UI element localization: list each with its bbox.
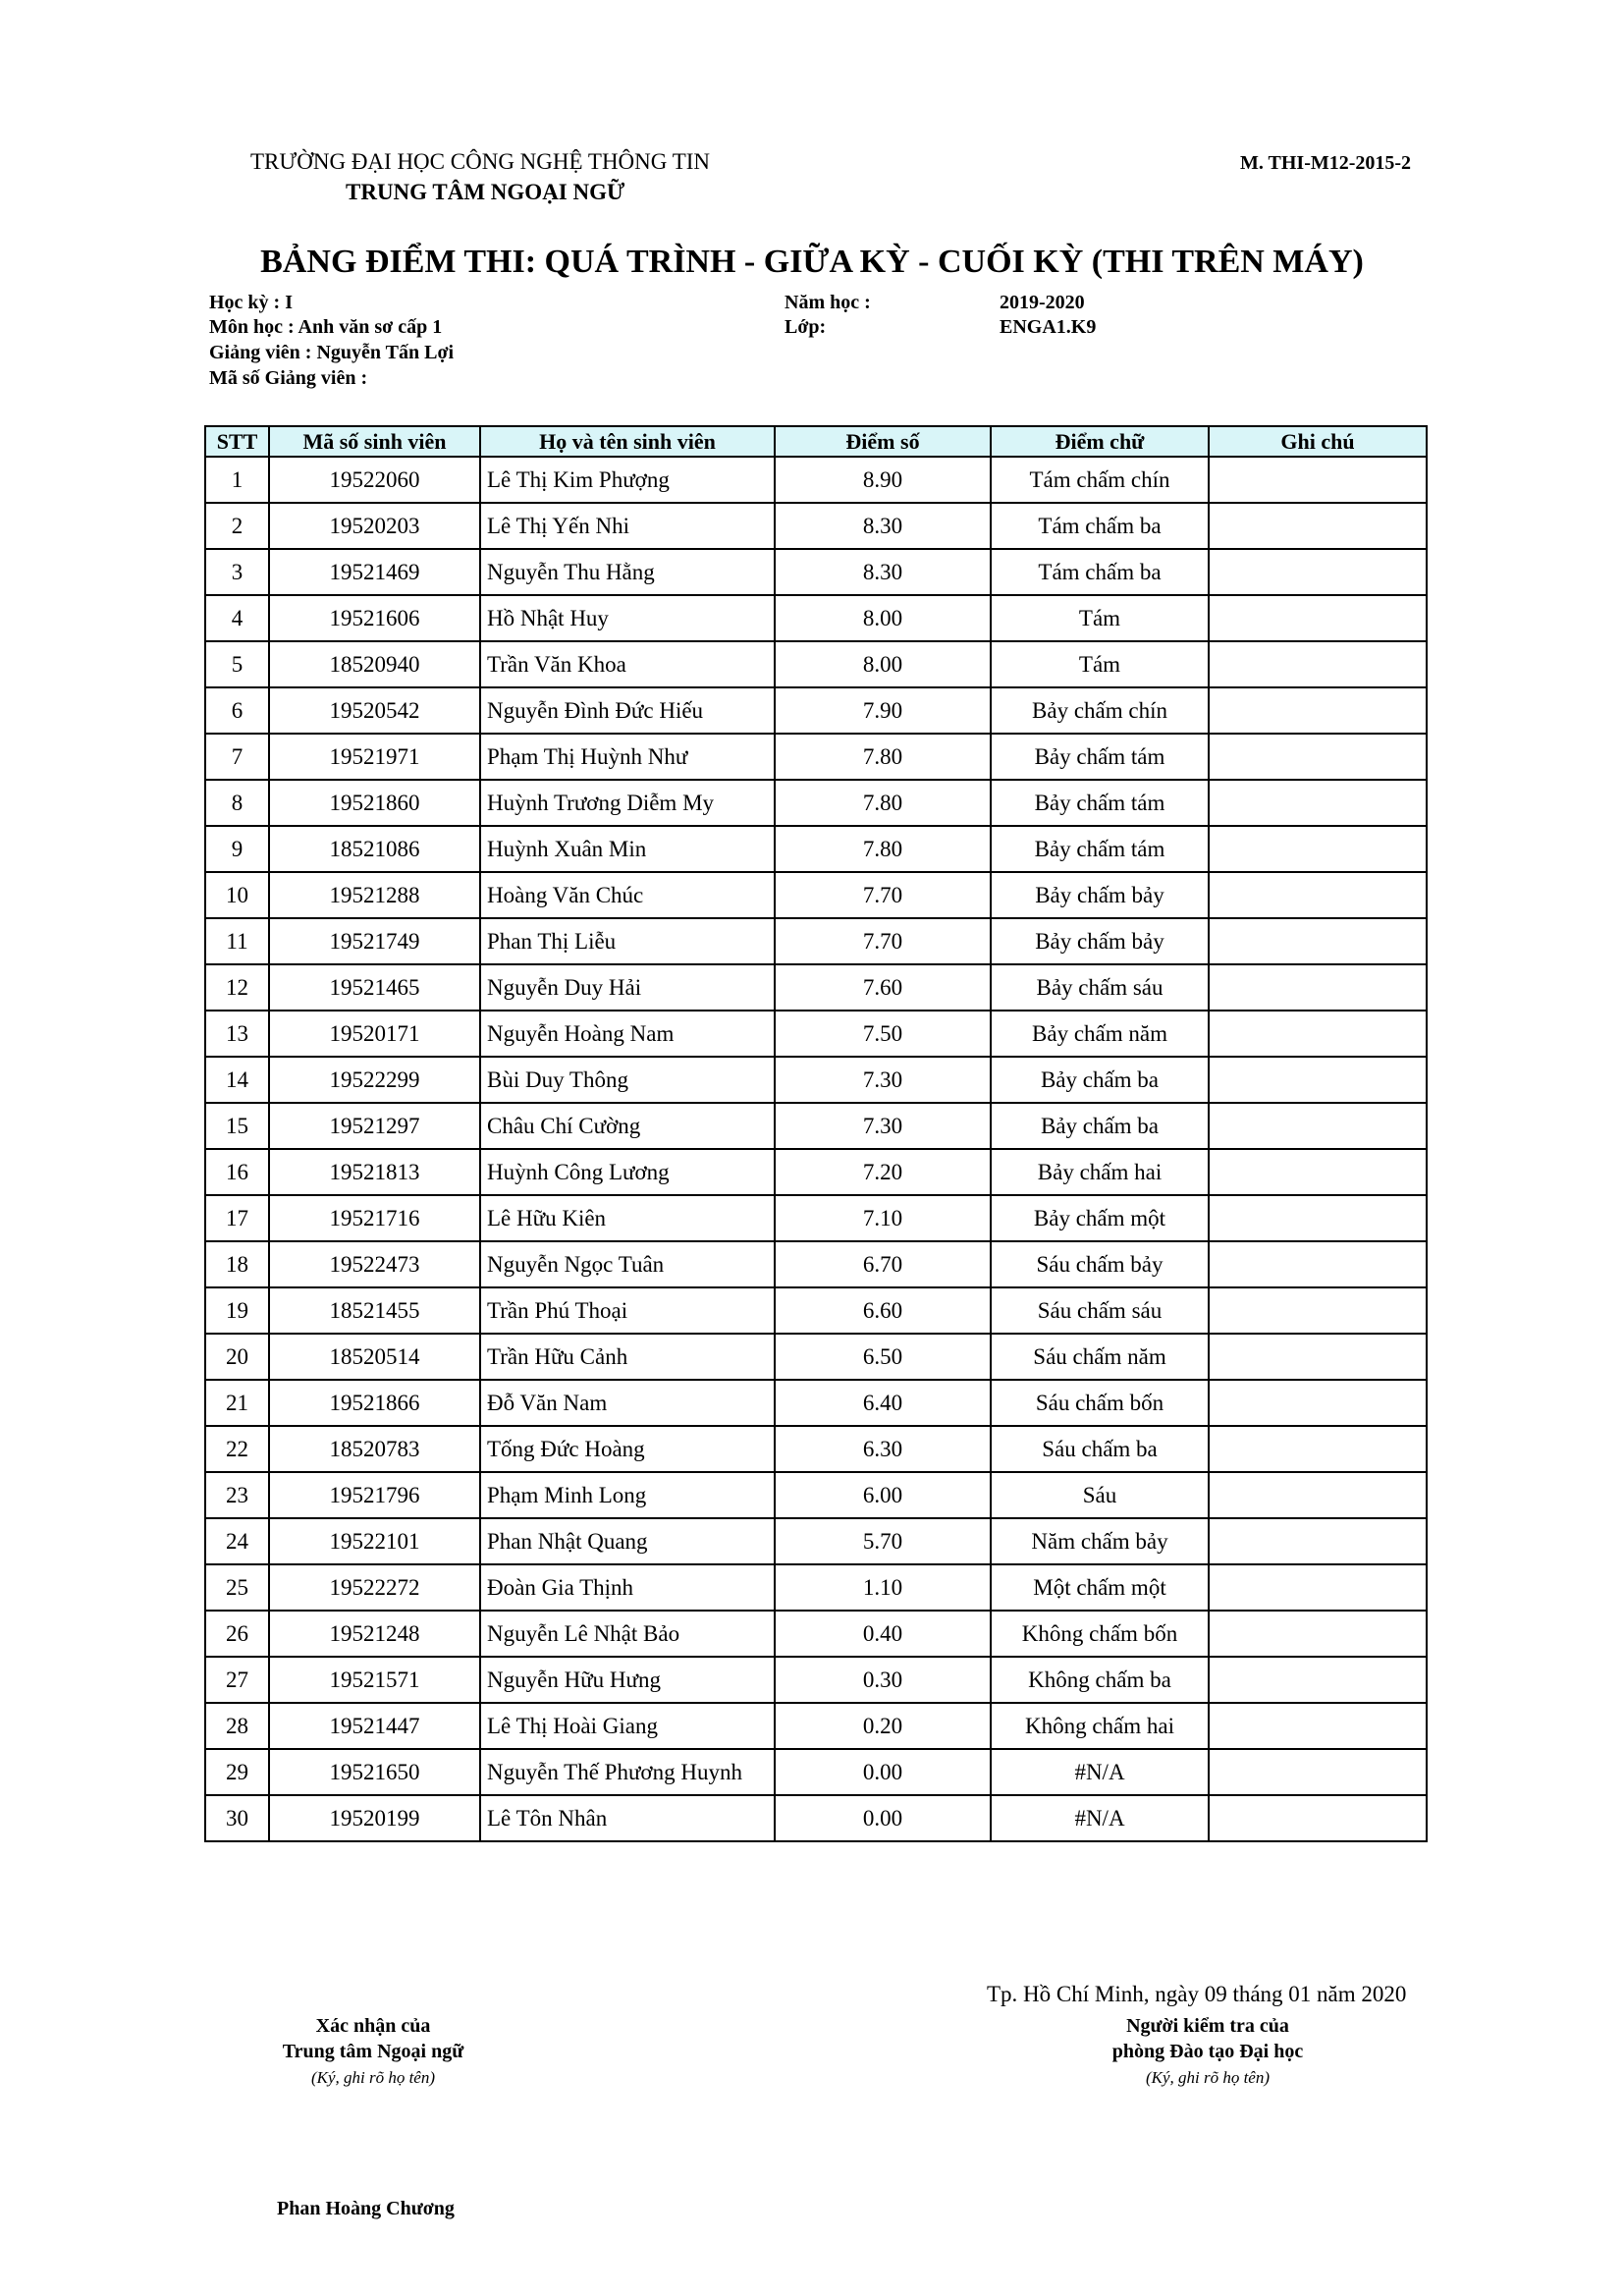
cell-score-words: Bảy chấm ba bbox=[991, 1103, 1209, 1149]
cell-score-words: Tám chấm ba bbox=[991, 549, 1209, 595]
cell-student-name: Huỳnh Công Lương bbox=[480, 1149, 775, 1195]
right-signature-note: (Ký, ghi rõ họ tên) bbox=[1145, 2068, 1271, 2087]
cell-score-words: Sáu bbox=[991, 1472, 1209, 1518]
cell-student-id: 19521297 bbox=[269, 1103, 480, 1149]
cell-score-words: Sáu chấm ba bbox=[991, 1426, 1209, 1472]
cell-student-id: 18520783 bbox=[269, 1426, 480, 1472]
cell-note bbox=[1209, 1611, 1427, 1657]
left-signature-note: (Ký, ghi rõ họ tên) bbox=[310, 2068, 436, 2087]
cell-student-name: Châu Chí Cường bbox=[480, 1103, 775, 1149]
cell-score: 7.50 bbox=[775, 1011, 991, 1057]
cell-stt: 17 bbox=[205, 1195, 269, 1241]
document-title: BẢNG ĐIỂM THI: QUÁ TRÌNH - GIỮA KỲ - CUỐI KỲ (THI TRÊN MÁY) bbox=[260, 244, 1364, 280]
class-label: Lớp: bbox=[785, 316, 827, 338]
table-row bbox=[205, 595, 1427, 641]
cell-note bbox=[1209, 1380, 1427, 1426]
table-row bbox=[205, 1149, 1427, 1195]
cell-stt: 2 bbox=[205, 503, 269, 549]
cell-score-words: Sáu chấm bảy bbox=[991, 1241, 1209, 1287]
cell-student-name: Lê Thị Yến Nhi bbox=[480, 503, 775, 549]
cell-student-name: Nguyễn Đình Đức Hiếu bbox=[480, 687, 775, 734]
cell-student-name: Nguyễn Hữu Hưng bbox=[480, 1657, 775, 1703]
cell-score-words: Bảy chấm bảy bbox=[991, 872, 1209, 918]
cell-score-words: Sáu chấm bốn bbox=[991, 1380, 1209, 1426]
col-header-student-name: Họ và tên sinh viên bbox=[480, 426, 775, 457]
cell-student-id: 19521447 bbox=[269, 1703, 480, 1749]
cell-note bbox=[1209, 1472, 1427, 1518]
cell-student-id: 19521716 bbox=[269, 1195, 480, 1241]
cell-stt: 9 bbox=[205, 826, 269, 872]
cell-note bbox=[1209, 1749, 1427, 1795]
cell-score: 5.70 bbox=[775, 1518, 991, 1564]
cell-score: 0.00 bbox=[775, 1795, 991, 1841]
cell-student-name: Lê Thị Kim Phượng bbox=[480, 457, 775, 503]
table-row bbox=[205, 1287, 1427, 1334]
form-code: M. THI-M12-2015-2 bbox=[1240, 152, 1412, 174]
cell-score-words: Bảy chấm hai bbox=[991, 1149, 1209, 1195]
cell-score: 0.20 bbox=[775, 1703, 991, 1749]
table-row bbox=[205, 964, 1427, 1011]
cell-note bbox=[1209, 918, 1427, 964]
cell-student-name: Tống Đức Hoàng bbox=[480, 1426, 775, 1472]
cell-score-words: Một chấm một bbox=[991, 1564, 1209, 1611]
cell-score-words: Sáu chấm năm bbox=[991, 1334, 1209, 1380]
cell-student-id: 18520514 bbox=[269, 1334, 480, 1380]
cell-score: 7.80 bbox=[775, 734, 991, 780]
cell-stt: 26 bbox=[205, 1611, 269, 1657]
cell-note bbox=[1209, 1195, 1427, 1241]
cell-score-words: #N/A bbox=[991, 1749, 1209, 1795]
cell-score: 7.70 bbox=[775, 918, 991, 964]
cell-student-id: 19521469 bbox=[269, 549, 480, 595]
cell-score-words: Sáu chấm sáu bbox=[991, 1287, 1209, 1334]
cell-note bbox=[1209, 457, 1427, 503]
col-header-stt: STT bbox=[205, 426, 269, 457]
school-name: TRƯỜNG ĐẠI HỌC CÔNG NGHỆ THÔNG TIN bbox=[250, 149, 711, 174]
cell-student-id: 19521860 bbox=[269, 780, 480, 826]
table-row bbox=[205, 1195, 1427, 1241]
cell-note bbox=[1209, 1241, 1427, 1287]
cell-score-words: Bảy chấm một bbox=[991, 1195, 1209, 1241]
cell-note bbox=[1209, 503, 1427, 549]
cell-stt: 24 bbox=[205, 1518, 269, 1564]
cell-student-id: 19521606 bbox=[269, 595, 480, 641]
table-row bbox=[205, 1472, 1427, 1518]
cell-note bbox=[1209, 1103, 1427, 1149]
cell-stt: 12 bbox=[205, 964, 269, 1011]
cell-stt: 27 bbox=[205, 1657, 269, 1703]
cell-note bbox=[1209, 1011, 1427, 1057]
cell-student-id: 19522060 bbox=[269, 457, 480, 503]
cell-score: 7.30 bbox=[775, 1103, 991, 1149]
cell-score-words: Bảy chấm tám bbox=[991, 734, 1209, 780]
table-row bbox=[205, 503, 1427, 549]
cell-student-id: 19521288 bbox=[269, 872, 480, 918]
cell-score-words: Bảy chấm ba bbox=[991, 1057, 1209, 1103]
cell-score-words: Bảy chấm năm bbox=[991, 1011, 1209, 1057]
cell-score: 7.10 bbox=[775, 1195, 991, 1241]
cell-student-id: 18520940 bbox=[269, 641, 480, 687]
cell-student-id: 19521813 bbox=[269, 1149, 480, 1195]
cell-stt: 14 bbox=[205, 1057, 269, 1103]
cell-student-id: 19522473 bbox=[269, 1241, 480, 1287]
cell-student-id: 19522272 bbox=[269, 1564, 480, 1611]
cell-student-name: Lê Thị Hoài Giang bbox=[480, 1703, 775, 1749]
cell-student-name: Nguyễn Hoàng Nam bbox=[480, 1011, 775, 1057]
cell-stt: 28 bbox=[205, 1703, 269, 1749]
cell-score: 0.30 bbox=[775, 1657, 991, 1703]
cell-score-words: Tám bbox=[991, 641, 1209, 687]
cell-score: 6.60 bbox=[775, 1287, 991, 1334]
cell-score-words: Bảy chấm tám bbox=[991, 780, 1209, 826]
cell-score: 6.30 bbox=[775, 1426, 991, 1472]
table-row bbox=[205, 1334, 1427, 1380]
col-header-note: Ghi chú bbox=[1209, 426, 1427, 457]
cell-stt: 10 bbox=[205, 872, 269, 918]
cell-student-name: Đỗ Văn Nam bbox=[480, 1380, 775, 1426]
table-row bbox=[205, 1749, 1427, 1795]
cell-note bbox=[1209, 964, 1427, 1011]
cell-note bbox=[1209, 734, 1427, 780]
table-row bbox=[205, 457, 1427, 503]
cell-stt: 20 bbox=[205, 1334, 269, 1380]
cell-stt: 25 bbox=[205, 1564, 269, 1611]
cell-student-id: 19521465 bbox=[269, 964, 480, 1011]
cell-note bbox=[1209, 1703, 1427, 1749]
table-row bbox=[205, 1564, 1427, 1611]
cell-score: 8.30 bbox=[775, 503, 991, 549]
cell-student-name: Nguyễn Thu Hằng bbox=[480, 549, 775, 595]
cell-stt: 29 bbox=[205, 1749, 269, 1795]
cell-student-name: Nguyễn Lê Nhật Bảo bbox=[480, 1611, 775, 1657]
cell-score: 6.00 bbox=[775, 1472, 991, 1518]
right-signature-title-2: phòng Đào tạo Đại học bbox=[1111, 2041, 1304, 2062]
left-signature-title-1: Xác nhận của bbox=[315, 2015, 431, 2037]
cell-score: 7.90 bbox=[775, 687, 991, 734]
cell-student-name: Trần Phú Thoại bbox=[480, 1287, 775, 1334]
cell-stt: 18 bbox=[205, 1241, 269, 1287]
left-signer-name: Phan Hoàng Chương bbox=[277, 2198, 455, 2219]
cell-student-name: Nguyễn Duy Hải bbox=[480, 964, 775, 1011]
cell-student-name: Lê Tôn Nhân bbox=[480, 1795, 775, 1841]
cell-score: 6.50 bbox=[775, 1334, 991, 1380]
lecturer-label: Giảng viên : Nguyễn Tấn Lợi bbox=[209, 342, 455, 363]
table-row bbox=[205, 549, 1427, 595]
col-header-score-words: Điểm chữ bbox=[991, 426, 1209, 457]
table-row bbox=[205, 1795, 1427, 1841]
cell-score-words: Năm chấm bảy bbox=[991, 1518, 1209, 1564]
cell-note bbox=[1209, 1334, 1427, 1380]
semester-label: Học kỳ : I bbox=[209, 292, 293, 313]
cell-score: 0.40 bbox=[775, 1611, 991, 1657]
cell-stt: 1 bbox=[205, 457, 269, 503]
cell-stt: 5 bbox=[205, 641, 269, 687]
table-row bbox=[205, 734, 1427, 780]
cell-stt: 21 bbox=[205, 1380, 269, 1426]
cell-score: 7.60 bbox=[775, 964, 991, 1011]
cell-stt: 8 bbox=[205, 780, 269, 826]
table-header-row bbox=[205, 426, 1427, 457]
cell-score-words: Bảy chấm bảy bbox=[991, 918, 1209, 964]
year-label: Năm học : bbox=[785, 292, 871, 313]
cell-student-name: Nguyễn Ngọc Tuân bbox=[480, 1241, 775, 1287]
cell-note bbox=[1209, 595, 1427, 641]
table-row bbox=[205, 1103, 1427, 1149]
grades-table bbox=[204, 425, 1428, 1842]
cell-student-name: Hoàng Văn Chúc bbox=[480, 872, 775, 918]
cell-stt: 11 bbox=[205, 918, 269, 964]
cell-score-words: Tám bbox=[991, 595, 1209, 641]
cell-student-id: 19522101 bbox=[269, 1518, 480, 1564]
cell-note bbox=[1209, 687, 1427, 734]
date-line: Tp. Hồ Chí Minh, ngày 09 tháng 01 năm 2020 bbox=[987, 1982, 1407, 2006]
cell-student-id: 19521749 bbox=[269, 918, 480, 964]
cell-score-words: Bảy chấm tám bbox=[991, 826, 1209, 872]
cell-score: 7.70 bbox=[775, 872, 991, 918]
cell-student-name: Bùi Duy Thông bbox=[480, 1057, 775, 1103]
cell-stt: 4 bbox=[205, 595, 269, 641]
cell-stt: 15 bbox=[205, 1103, 269, 1149]
cell-student-id: 19521866 bbox=[269, 1380, 480, 1426]
cell-score: 8.90 bbox=[775, 457, 991, 503]
cell-student-id: 18521455 bbox=[269, 1287, 480, 1334]
cell-note bbox=[1209, 641, 1427, 687]
cell-student-name: Phạm Thị Huỳnh Như bbox=[480, 734, 775, 780]
cell-student-name: Nguyễn Thế Phương Huynh bbox=[480, 1749, 775, 1795]
cell-score: 8.30 bbox=[775, 549, 991, 595]
cell-score-words: Không chấm ba bbox=[991, 1657, 1209, 1703]
cell-score-words: Bảy chấm sáu bbox=[991, 964, 1209, 1011]
cell-stt: 16 bbox=[205, 1149, 269, 1195]
cell-student-id: 19520171 bbox=[269, 1011, 480, 1057]
cell-note bbox=[1209, 826, 1427, 872]
cell-note bbox=[1209, 1518, 1427, 1564]
cell-stt: 23 bbox=[205, 1472, 269, 1518]
subject-label: Môn học : Anh văn sơ cấp 1 bbox=[209, 316, 443, 338]
cell-stt: 22 bbox=[205, 1426, 269, 1472]
cell-student-id: 19522299 bbox=[269, 1057, 480, 1103]
cell-score-words: Bảy chấm chín bbox=[991, 687, 1209, 734]
table-row bbox=[205, 1518, 1427, 1564]
cell-student-id: 19521971 bbox=[269, 734, 480, 780]
table-row bbox=[205, 1057, 1427, 1103]
cell-score: 8.00 bbox=[775, 641, 991, 687]
cell-score-words: Không chấm hai bbox=[991, 1703, 1209, 1749]
cell-note bbox=[1209, 1795, 1427, 1841]
cell-score: 6.40 bbox=[775, 1380, 991, 1426]
cell-score: 6.70 bbox=[775, 1241, 991, 1287]
cell-note bbox=[1209, 1057, 1427, 1103]
cell-student-name: Phan Nhật Quang bbox=[480, 1518, 775, 1564]
cell-student-id: 19520542 bbox=[269, 687, 480, 734]
cell-stt: 13 bbox=[205, 1011, 269, 1057]
grades-body bbox=[205, 457, 1427, 1841]
cell-note bbox=[1209, 1149, 1427, 1195]
cell-student-name: Trần Hữu Cảnh bbox=[480, 1334, 775, 1380]
cell-stt: 19 bbox=[205, 1287, 269, 1334]
cell-score-words: Tám chấm ba bbox=[991, 503, 1209, 549]
table-row bbox=[205, 687, 1427, 734]
cell-note bbox=[1209, 780, 1427, 826]
cell-stt: 3 bbox=[205, 549, 269, 595]
table-row bbox=[205, 1657, 1427, 1703]
cell-score: 7.80 bbox=[775, 780, 991, 826]
cell-score: 8.00 bbox=[775, 595, 991, 641]
cell-stt: 30 bbox=[205, 1795, 269, 1841]
cell-student-name: Trần Văn Khoa bbox=[480, 641, 775, 687]
cell-student-name: Huỳnh Trương Diễm My bbox=[480, 780, 775, 826]
table-row bbox=[205, 1611, 1427, 1657]
cell-student-name: Hồ Nhật Huy bbox=[480, 595, 775, 641]
cell-student-name: Lê Hữu Kiên bbox=[480, 1195, 775, 1241]
cell-score-words: Không chấm bốn bbox=[991, 1611, 1209, 1657]
cell-student-id: 19521571 bbox=[269, 1657, 480, 1703]
cell-student-id: 19520203 bbox=[269, 503, 480, 549]
cell-score: 7.20 bbox=[775, 1149, 991, 1195]
table-row bbox=[205, 780, 1427, 826]
cell-score-words: #N/A bbox=[991, 1795, 1209, 1841]
cell-score-words: Tám chấm chín bbox=[991, 457, 1209, 503]
cell-stt: 6 bbox=[205, 687, 269, 734]
class-value: ENGA1.K9 bbox=[1000, 316, 1097, 338]
table-row bbox=[205, 1426, 1427, 1472]
cell-student-id: 18521086 bbox=[269, 826, 480, 872]
col-header-student-id: Mã số sinh viên bbox=[269, 426, 480, 457]
year-value: 2019-2020 bbox=[1000, 292, 1085, 313]
cell-score: 0.00 bbox=[775, 1749, 991, 1795]
cell-student-name: Phan Thị Liễu bbox=[480, 918, 775, 964]
table-row bbox=[205, 826, 1427, 872]
cell-score: 1.10 bbox=[775, 1564, 991, 1611]
table-row bbox=[205, 1380, 1427, 1426]
cell-stt: 7 bbox=[205, 734, 269, 780]
cell-student-id: 19520199 bbox=[269, 1795, 480, 1841]
cell-student-name: Phạm Minh Long bbox=[480, 1472, 775, 1518]
table-row bbox=[205, 872, 1427, 918]
cell-note bbox=[1209, 1426, 1427, 1472]
cell-score: 7.30 bbox=[775, 1057, 991, 1103]
cell-note bbox=[1209, 1564, 1427, 1611]
cell-student-id: 19521650 bbox=[269, 1749, 480, 1795]
left-signature-title-2: Trung tâm Ngoại ngữ bbox=[282, 2041, 464, 2062]
cell-student-id: 19521248 bbox=[269, 1611, 480, 1657]
cell-student-id: 19521796 bbox=[269, 1472, 480, 1518]
center-name: TRUNG TÂM NGOẠI NGỮ bbox=[346, 180, 625, 204]
lecturer-id-label: Mã số Giảng viên : bbox=[209, 367, 368, 389]
table-row bbox=[205, 918, 1427, 964]
table-row bbox=[205, 1011, 1427, 1057]
table-row bbox=[205, 1241, 1427, 1287]
right-signature-title-1: Người kiểm tra của bbox=[1126, 2015, 1289, 2037]
table-row bbox=[205, 1703, 1427, 1749]
table-row bbox=[205, 641, 1427, 687]
cell-note bbox=[1209, 1287, 1427, 1334]
cell-score: 7.80 bbox=[775, 826, 991, 872]
cell-student-name: Huỳnh Xuân Min bbox=[480, 826, 775, 872]
cell-note bbox=[1209, 1657, 1427, 1703]
cell-note bbox=[1209, 549, 1427, 595]
col-header-score: Điểm số bbox=[775, 426, 991, 457]
cell-note bbox=[1209, 872, 1427, 918]
cell-student-name: Đoàn Gia Thịnh bbox=[480, 1564, 775, 1611]
